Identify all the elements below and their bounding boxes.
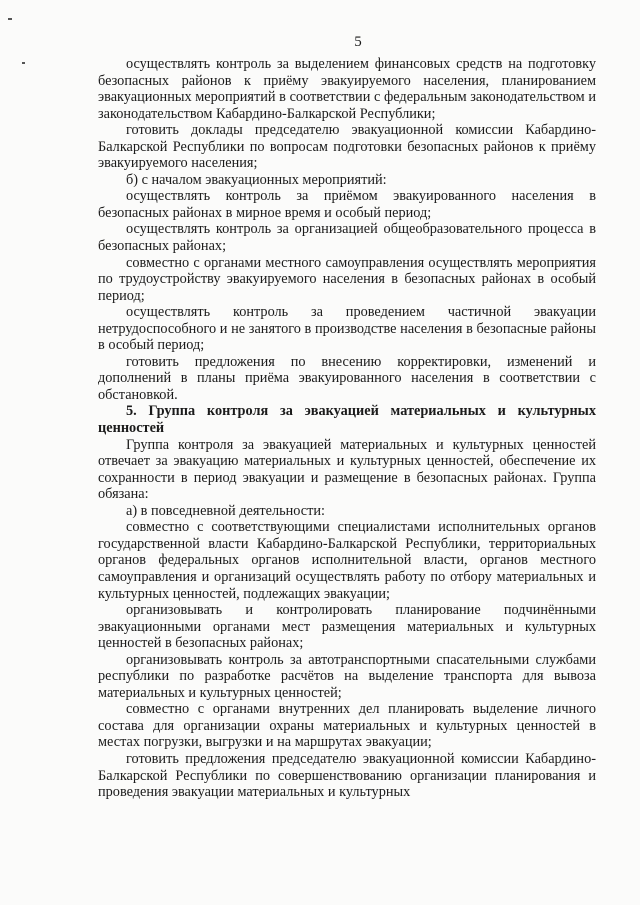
page-number: 5 [354, 34, 362, 50]
paragraph: совместно с соответствующими специалистами исполнительных органов государственной власти Кабардино-Балкарской Республики, территориальных органов федеральных органов исполнительной власти, органов местного самоуправления и организаций осуществлять работу по отбору материальных и культурных ценностей, подлежащих эвакуации; [98, 519, 596, 602]
section-heading: 5. Группа контроля за эвакуацией материальных и культурных ценностей [98, 403, 596, 437]
document-body [98, 56, 596, 801]
paragraph: готовить предложения председателю эвакуационной комиссии Кабардино-Балкарской Республики по совершенствованию организации планирования и проведения эвакуации материальных и культурных [98, 750, 596, 801]
scan-mark-bottom [22, 62, 25, 64]
paragraph: совместно с органами местного самоуправления осуществлять мероприятия по трудоустройству эвакуируемого населения в безопасных районах в особый период; [98, 254, 596, 304]
paragraph: осуществлять контроль за выделением финансовых средств на подготовку безопасных районов к приёму эвакуируемого населения, планированием эвакуационных мероприятий в соответствии с федеральным законодательством и законодательством Кабардино-Балкарской Республики; [98, 56, 596, 122]
paragraph: б) с началом эвакуационных мероприятий: [126, 171, 387, 188]
paragraph: совместно с органами внутренних дел планировать выделение личного состава для организации охраны материальных и культурных ценностей в местах погрузки, выгрузки и на маршрутах эвакуации; [98, 701, 596, 751]
paragraph: готовить доклады председателю эвакуационной комиссии Кабардино-Балкарской Республики по вопросам подготовки безопасных районов к приёму эвакуируемого населения; [98, 122, 596, 172]
paragraph: осуществлять контроль за приёмом эвакуированного населения в безопасных районах в мирное время и особый период; [98, 188, 596, 221]
paragraph: организовывать и контролировать планирование подчинёнными эвакуационными органами мест размещения материальных и культурных ценностей в безопасных районах; [98, 602, 596, 652]
paragraph: а) в повседневной деятельности: [126, 502, 326, 519]
paragraph: готовить предложения по внесению корректировки, изменений и дополнений в планы приёма эвакуированного населения в соответствии с обстановкой. [98, 353, 596, 403]
scan-mark-top [8, 18, 12, 20]
paragraph: осуществлять контроль за проведением частичной эвакуации нетрудоспособного и не занятого в производстве населения в безопасные районы в особый период; [98, 304, 596, 354]
paragraph: организовывать контроль за автотранспортными спасательными службами республики по разработке расчётов на выделение транспорта для вывоза материальных и культурных ценностей; [98, 651, 596, 701]
paragraph: осуществлять контроль за организацией общеобразовательного процесса в безопасных районах; [98, 221, 596, 255]
paragraph: Группа контроля за эвакуацией материальных и культурных ценностей отвечает за эвакуацию материальных и культурных ценностей, обеспечение их сохранности в период эвакуации и размещение в безопасных районах. Группа обязана: [98, 436, 596, 503]
